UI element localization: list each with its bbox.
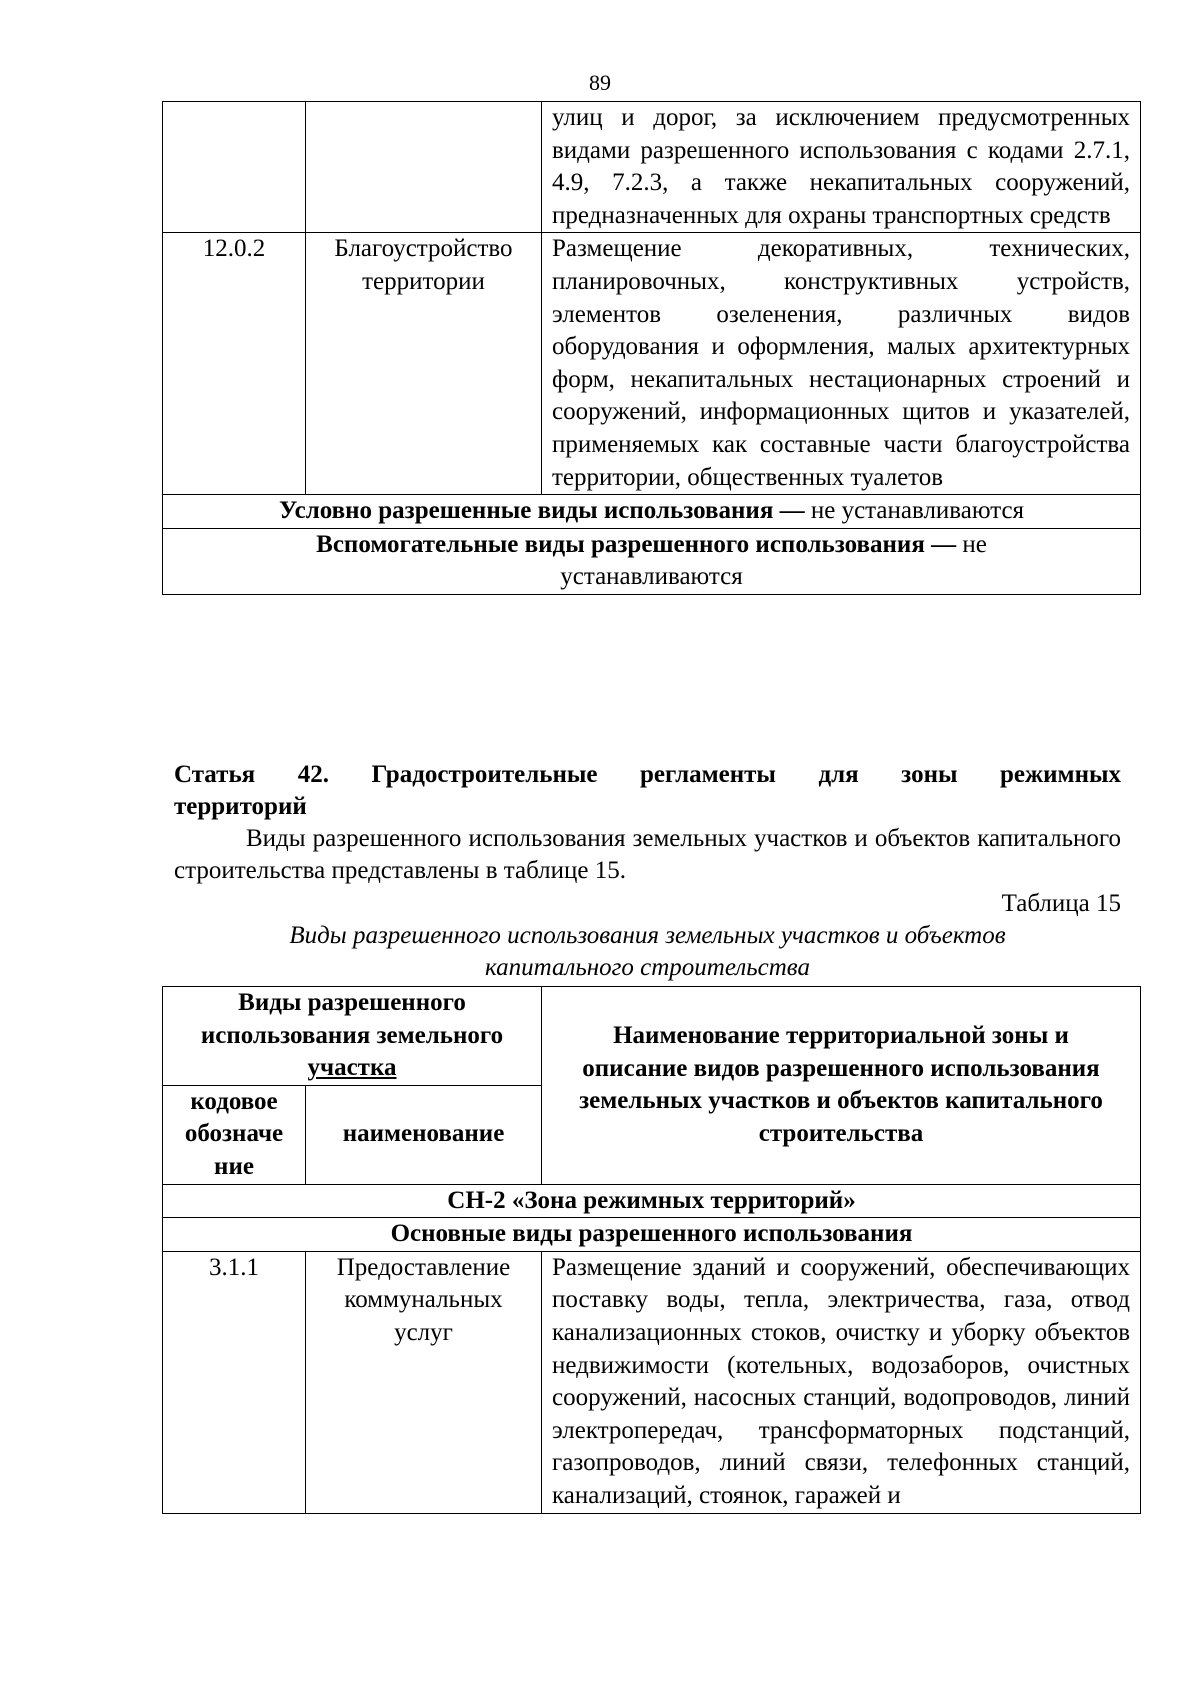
article-title-line-2: территорий: [174, 793, 307, 820]
header-group-line-1: Виды разрешенного: [238, 989, 466, 1016]
table-row: [163, 1251, 1141, 1513]
conditional-uses-cell: [163, 495, 1141, 529]
code-cell: [163, 102, 306, 233]
header-group-line-3: участка: [307, 1054, 397, 1082]
code-cell: 3.1.1: [163, 1251, 306, 1513]
table-row: [163, 102, 1141, 233]
header-row: [163, 987, 1141, 1086]
description-cell: улиц и дорог, за исключением предусмотренных видами разрешенного использования с кодами 2.7.1, 4.9, 7.2.3, а также некапитальных сооружений, предназначенных для охраны транспортных средств: [542, 102, 1141, 233]
auxiliary-uses-status: не устанавливаются: [560, 530, 987, 591]
auxiliary-uses-row: [163, 528, 1141, 594]
name-cell: Благоустройство территории: [306, 233, 542, 495]
page-number: 89: [589, 70, 611, 95]
code-cell: 12.0.2: [163, 233, 306, 495]
table-15: [162, 986, 1141, 1514]
article-42: [174, 759, 1121, 984]
auxiliary-uses-heading: Вспомогательные виды разрешенного использования —: [316, 530, 957, 558]
header-description-cell: Наименование территориальной зоны и описание видов разрешенного использования земельных участков и объектов капитального строительства: [542, 987, 1141, 1185]
header-name-cell: наименование: [306, 1085, 542, 1184]
header-code-cell: кодовое обозначе ние: [163, 1085, 306, 1184]
article-title: [174, 759, 1121, 823]
table-row: [163, 233, 1141, 495]
article-title-line-1: Статья 42. Градостроительные регламенты для зоны режимных: [174, 761, 1121, 788]
conditional-uses-heading: Условно разрешенные виды использования —: [278, 497, 805, 525]
table-caption-line-1: Виды разрешенного использования земельных участков и объектов: [289, 922, 1006, 949]
auxiliary-uses-cell: [163, 528, 1141, 594]
name-cell: [306, 102, 542, 233]
zone-row: [163, 1184, 1141, 1218]
header-group-line-2: использования земельного: [200, 1021, 504, 1049]
main-uses-cell: Основные виды разрешенного использования: [163, 1218, 1141, 1252]
article-intro: Виды разрешенного использования земельных участков и объектов капитального строительства представлены в таблице 15.: [174, 825, 1121, 884]
description-cell: Размещение декоративных, технических, планировочных, конструктивных устройств, элементов озеленения, различных видов оборудования и оформления, малых архитектурных форм, некапитальных нестационарных строений и сооружений, информационных щитов и указателей, применяемых как составные части благоустройства территории, общественных туалетов: [542, 233, 1141, 495]
header-group-cell: [163, 987, 542, 1086]
conditional-uses-row: [163, 495, 1141, 529]
table-caption-line-2: капитального строительства: [485, 954, 810, 981]
description-cell: Размещение зданий и сооружений, обеспечивающих поставку воды, тепла, электричества, газа, отвод канализационных стоков, очистку и уборку объектов недвижимости (котельных, водозаборов, очистных сооружений, насосных станций, водопроводов, линий электропередач, трансформаторных подстанций, газопроводов, линий связи, телефонных станций, канализаций, стоянок, гаражей и: [542, 1251, 1141, 1513]
table-caption: [174, 920, 1121, 984]
land-use-table-continued: [162, 101, 1141, 595]
zone-cell: СН-2 «Зона режимных территорий»: [163, 1184, 1141, 1218]
table-label: Таблица 15: [1001, 890, 1121, 917]
main-uses-row: [163, 1218, 1141, 1252]
name-cell: Предоставление коммунальных услуг: [306, 1251, 542, 1513]
conditional-uses-status: не устанавливаются: [804, 497, 1025, 525]
